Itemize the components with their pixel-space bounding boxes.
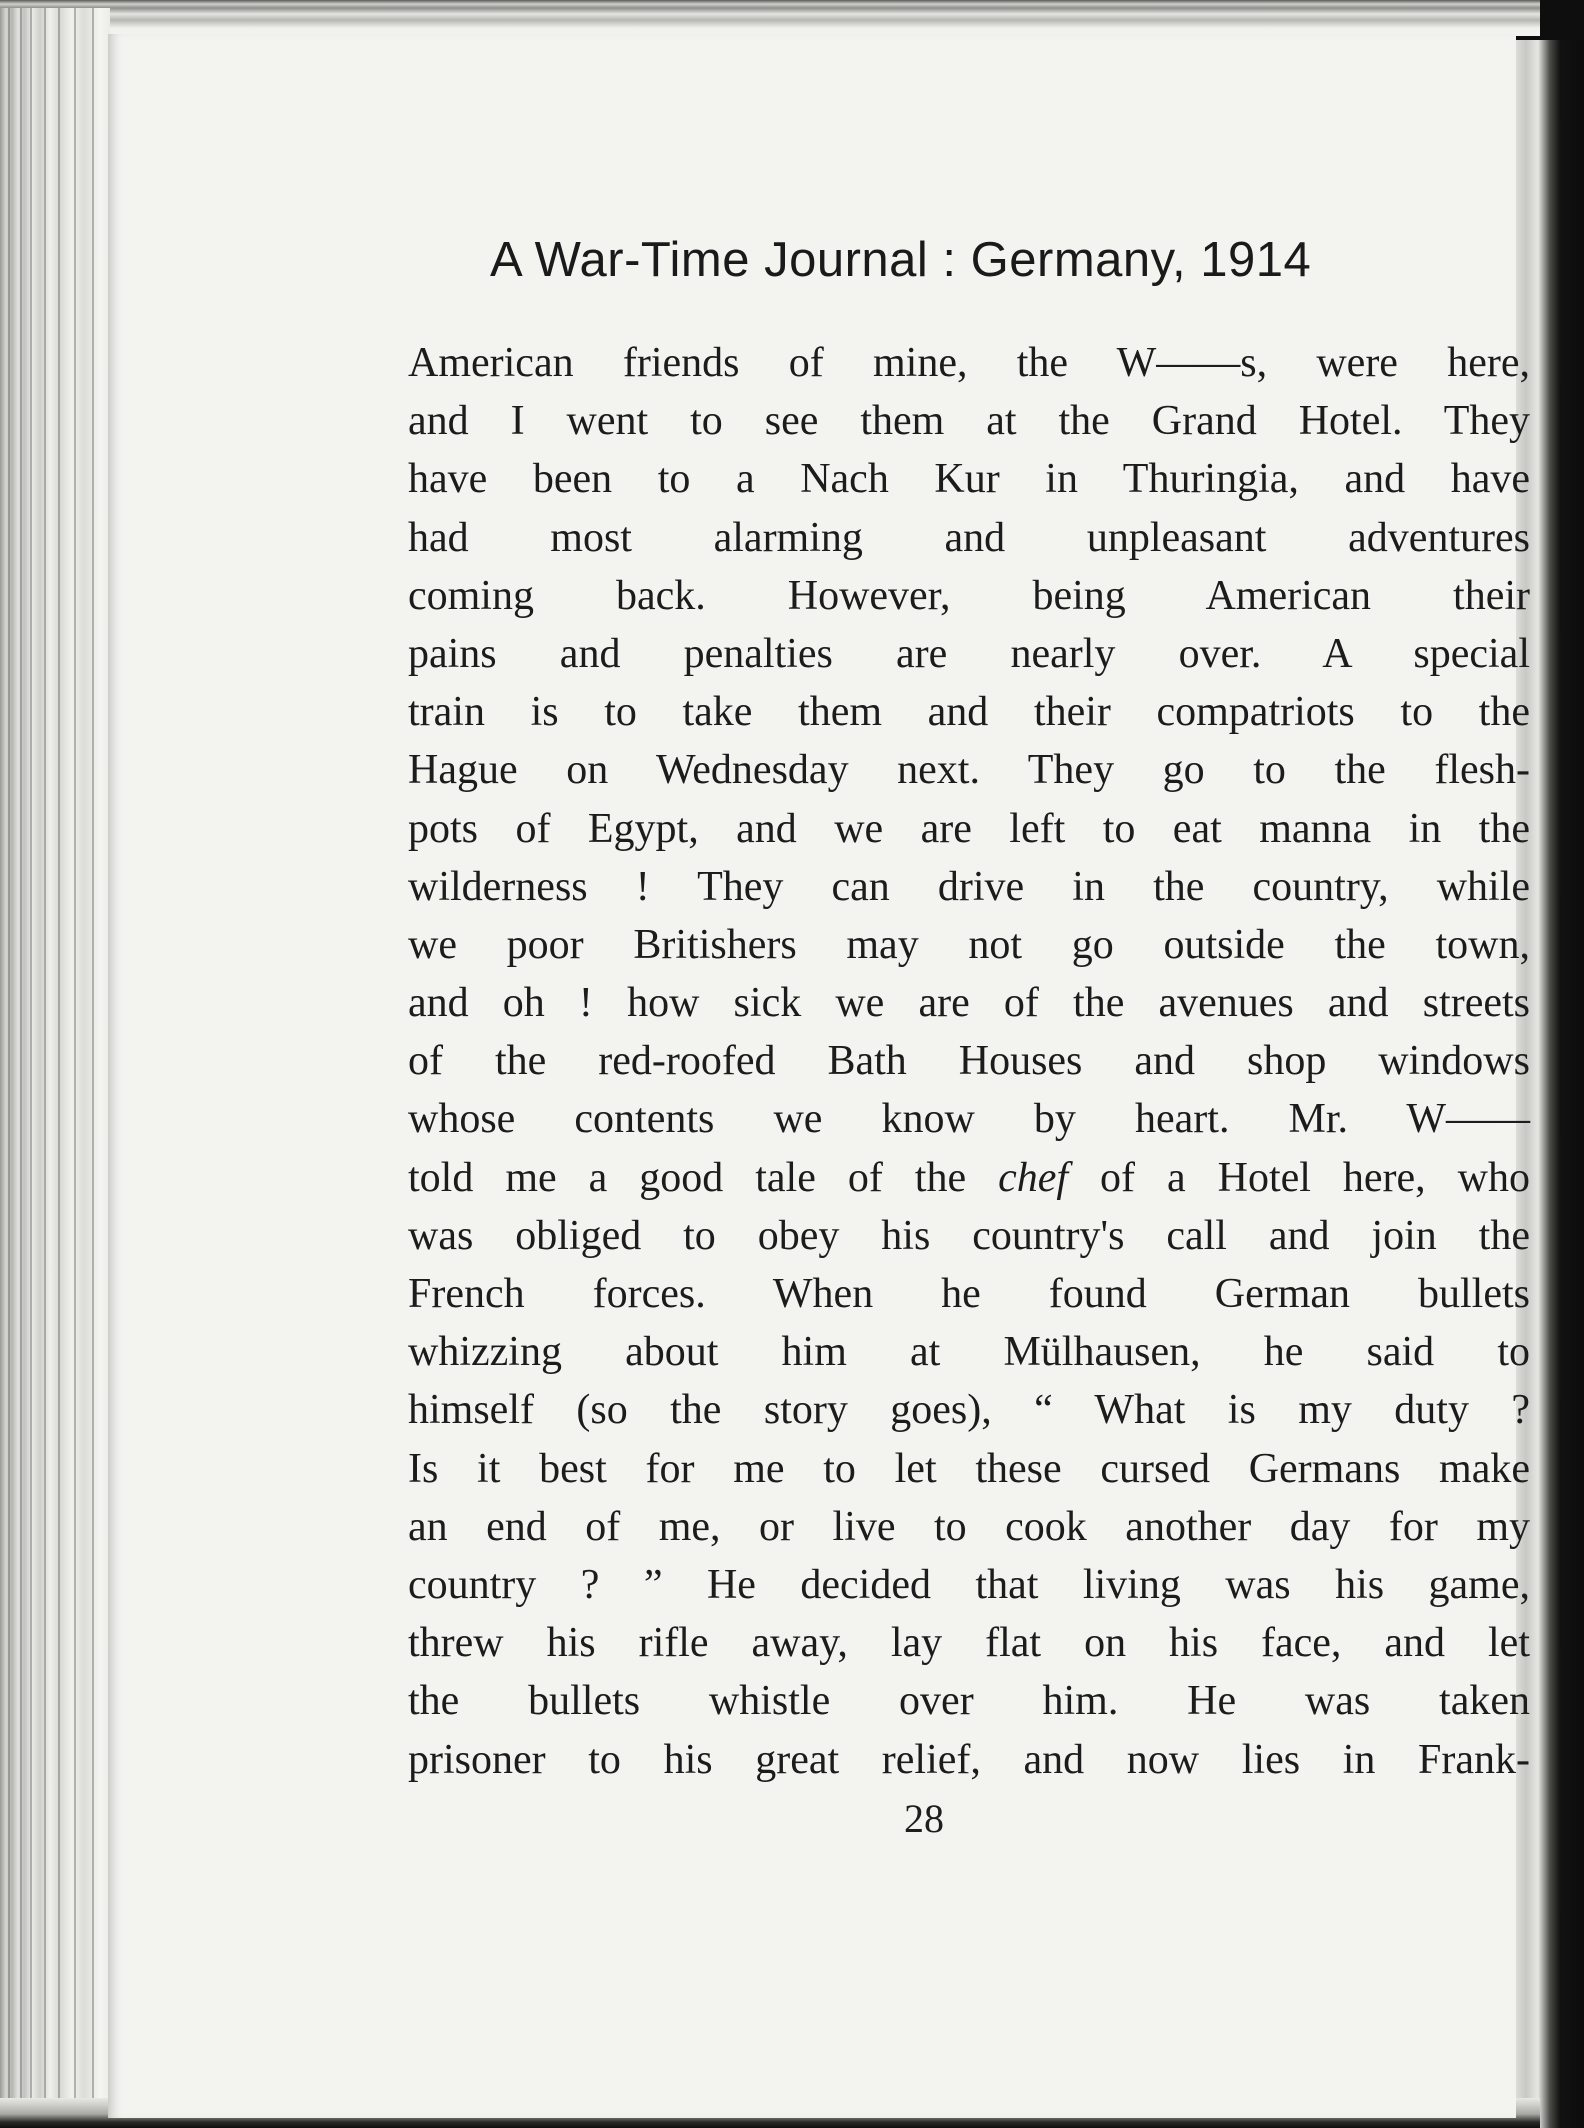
text-line-segment: of the red-roofed Bath Houses and shop windows xyxy=(408,1038,1530,1085)
text-line-segment: was obliged to obey his country's call and join the xyxy=(408,1212,1530,1259)
text-line xyxy=(408,974,1530,1032)
text-line xyxy=(408,1265,1530,1323)
text-line xyxy=(408,509,1530,567)
text-line xyxy=(408,916,1530,974)
text-line-segment: have been to a Nach Kur in Thuringia, and have xyxy=(408,456,1530,503)
text-line xyxy=(408,683,1530,741)
book-top-page-edges xyxy=(0,0,1540,36)
text-line xyxy=(408,1149,1530,1207)
italic-word: chef xyxy=(998,1154,1069,1201)
text-line-segment: himself (so the story goes), “ What is my duty ? xyxy=(408,1387,1530,1434)
body-text xyxy=(408,334,1530,1789)
text-line-segment: threw his rifle away, lay flat on his face, and let xyxy=(408,1620,1530,1667)
text-line xyxy=(408,392,1530,450)
text-line-segment: Is it best for me to let these cursed Germans make xyxy=(408,1445,1530,1492)
text-line-segment: American friends of mine, the W——s, were here, xyxy=(408,340,1530,386)
text-line-segment: prisoner to his great relief, and now lies in Frank- xyxy=(408,1736,1530,1783)
book-page xyxy=(108,34,1530,2118)
text-line-segment: an end of me, or live to cook another day for my xyxy=(408,1503,1530,1550)
text-line xyxy=(408,1323,1530,1381)
text-line-segment: pains and penalties are nearly over. A special xyxy=(408,630,1530,677)
text-line xyxy=(408,1498,1530,1556)
text-line xyxy=(408,567,1530,625)
text-line-segment: the bullets whistle over him. He was taken xyxy=(408,1678,1530,1725)
text-line-segment: wilderness ! They can drive in the country, while xyxy=(408,863,1530,910)
text-line xyxy=(408,1381,1530,1439)
text-line-segment: of a Hotel here, who xyxy=(1068,1154,1530,1201)
text-line-segment: whose contents we know by heart. Mr. W—— xyxy=(408,1096,1530,1143)
text-line-segment: French forces. When he found German bullets xyxy=(408,1271,1530,1317)
text-line-segment: country ? ” He decided that living was his game, xyxy=(408,1561,1530,1608)
text-line-segment: pots of Egypt, and we are left to eat manna in the xyxy=(408,805,1530,852)
text-line xyxy=(408,1556,1530,1614)
text-line-segment: whizzing about him at Mülhausen, he said to xyxy=(408,1329,1530,1376)
text-line xyxy=(408,1207,1530,1265)
text-line xyxy=(408,450,1530,508)
running-head: A War-Time Journal : Germany, 1914 xyxy=(490,233,1312,287)
text-line-segment: and I went to see them at the Grand Hotel. They xyxy=(408,398,1530,445)
text-line-segment: Hague on Wednesday next. They go to the flesh- xyxy=(408,747,1530,794)
book-page-stack xyxy=(0,8,110,2120)
text-line xyxy=(408,1731,1530,1789)
text-line xyxy=(408,858,1530,916)
text-line xyxy=(408,741,1530,799)
text-line xyxy=(408,1032,1530,1090)
text-line-segment: and oh ! how sick we are of the avenues and streets xyxy=(408,980,1530,1027)
text-line xyxy=(408,1440,1530,1498)
text-line-segment: we poor Britishers may not go outside the town, xyxy=(408,921,1530,968)
text-line xyxy=(408,1672,1530,1730)
text-line xyxy=(408,1090,1530,1148)
page-content xyxy=(108,34,1530,2118)
text-line-segment: train is to take them and their compatriots to the xyxy=(408,689,1530,736)
text-line-segment: coming back. However, being American their xyxy=(408,572,1530,619)
text-line xyxy=(408,334,1530,392)
text-line-segment: told me a good tale of the xyxy=(408,1154,999,1201)
text-line-segment: had most alarming and unpleasant adventures xyxy=(408,514,1530,561)
text-line xyxy=(408,625,1530,683)
text-line xyxy=(408,1614,1530,1672)
page-number: 28 xyxy=(904,1796,944,1841)
text-line xyxy=(408,800,1530,858)
